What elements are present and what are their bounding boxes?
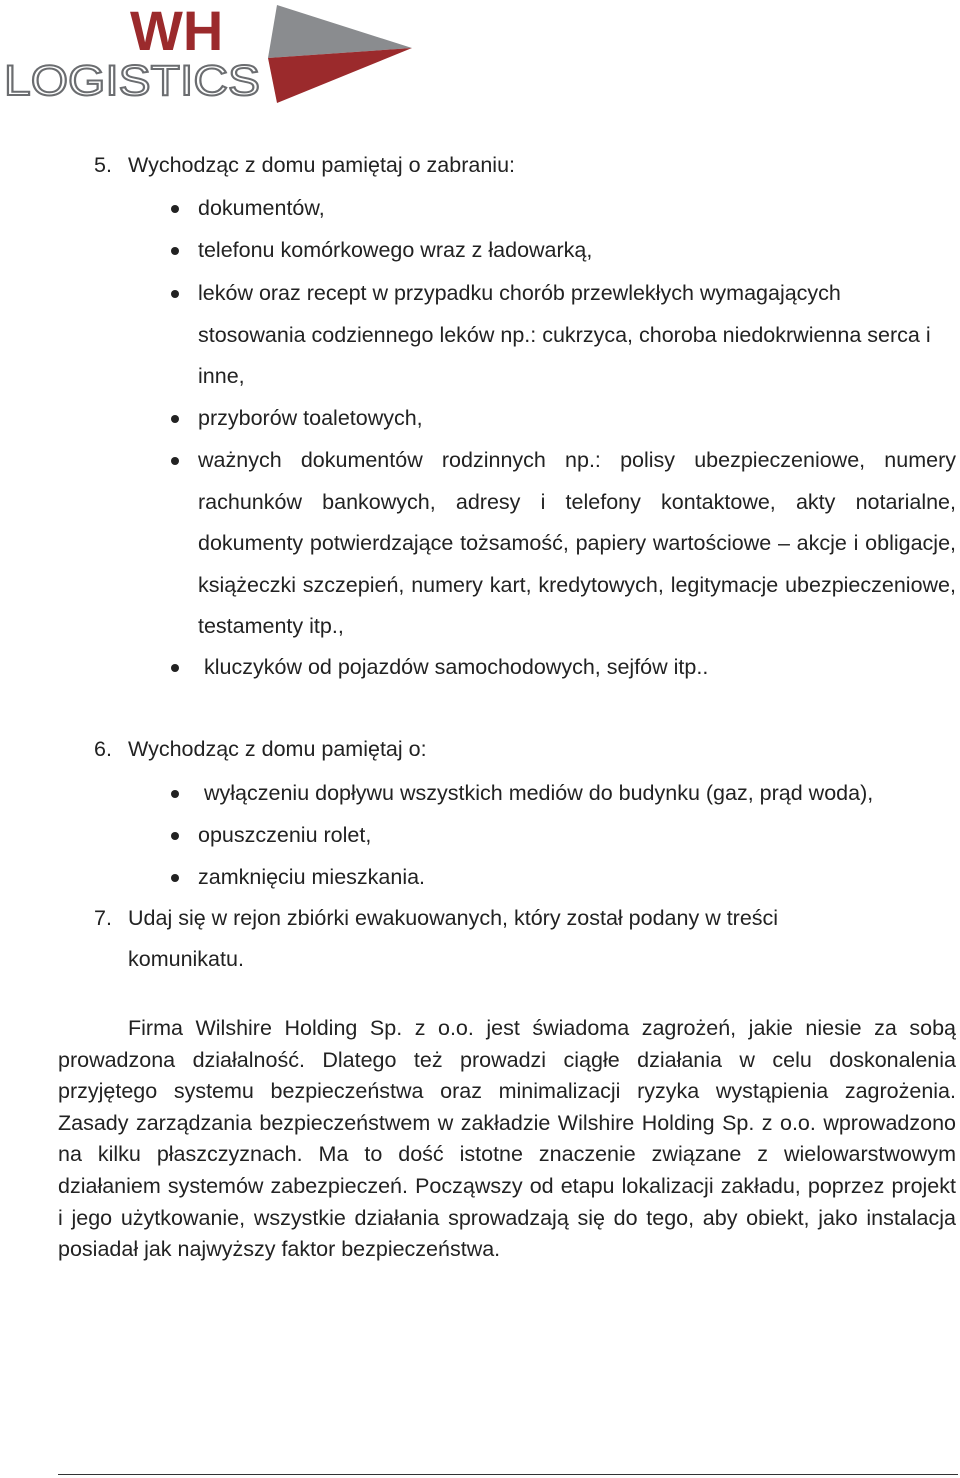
list-item: kluczyków od pojazdów samochodowych, sejfów itp.. <box>204 647 940 689</box>
section-6-number: 6. <box>94 737 112 761</box>
wh-logistics-logo <box>0 0 420 110</box>
list-item: przyborów toaletowych, <box>198 398 940 440</box>
section-6-title: Wychodząc z domu pamiętaj o: <box>128 737 427 761</box>
section-7-number: 7. <box>94 906 112 930</box>
section-7-title: Udaj się w rejon zbiórki ewakuowanych, który został podany w treści <box>128 906 779 930</box>
section-7-title-continuation: komunikatu. <box>128 947 244 971</box>
list-item: wyłączeniu dopływu wszystkich mediów do budynku (gaz, prąd woda), <box>204 773 940 815</box>
safety-paragraph: Firma Wilshire Holding Sp. z o.o. jest świadoma zagrożeń, jakie niesie za sobą prowadzona działalność. Dlatego też prowadzi ciągłe działania w celu doskonalenia przyjętego systemu bezpieczeństwa oraz minimalizacji ryzyka wystąpienia zagrożenia. Zasady zarządzania bezpieczeństwem w zakładzie Wilshire Holding Sp. z o.o. wprowadzono na kilku płaszczyznach. Ma to dość istotne znaczenie związane z wielowarstwowym działaniem systemów zabezpieczeń. Począwszy od etapu lokalizacji zakładu, poprzez projekt i jego użytkowanie, wszystkie działania sprowadzają się do tego, aby obiekt, jako instalacja posiadał jak najwyższy faktor bezpieczeństwa. <box>58 1016 956 1262</box>
list-item: opuszczeniu rolet, <box>198 815 940 857</box>
footer-divider <box>58 1474 958 1475</box>
list-item: ważnych dokumentów rodzinnych np.: polisy ubezpieczeniowe, numery rachunków bankowych, adresy i telefony kontaktowe, akty notarialne, dokumenty potwierdzające tożsamość, papiery wartościowe – akcje i obligacje, książeczki szczepień, numery kart, kredytowych, legitymacje ubezpieczeniowe, testamenty itp., <box>198 440 956 648</box>
list-item: dokumentów, <box>198 188 940 230</box>
section-5-heading <box>94 145 515 186</box>
logo-text-wh: WH <box>130 0 224 62</box>
section-6-heading <box>94 729 427 770</box>
section-5-number: 5. <box>94 153 112 177</box>
logo-text-logistics: LOGISTICS <box>4 57 260 105</box>
list-item: leków oraz recept w przypadku chorób przewlekłych wymagających stosowania codziennego leków np.: cukrzyca, choroba niedokrwienna serca i inne, <box>198 273 938 398</box>
section-5-title: Wychodząc z domu pamiętaj o zabraniu: <box>128 153 515 177</box>
section-7-heading <box>94 898 778 939</box>
list-item: zamknięciu mieszkania. <box>198 857 940 899</box>
list-item: telefonu komórkowego wraz z ładowarką, <box>198 230 940 272</box>
